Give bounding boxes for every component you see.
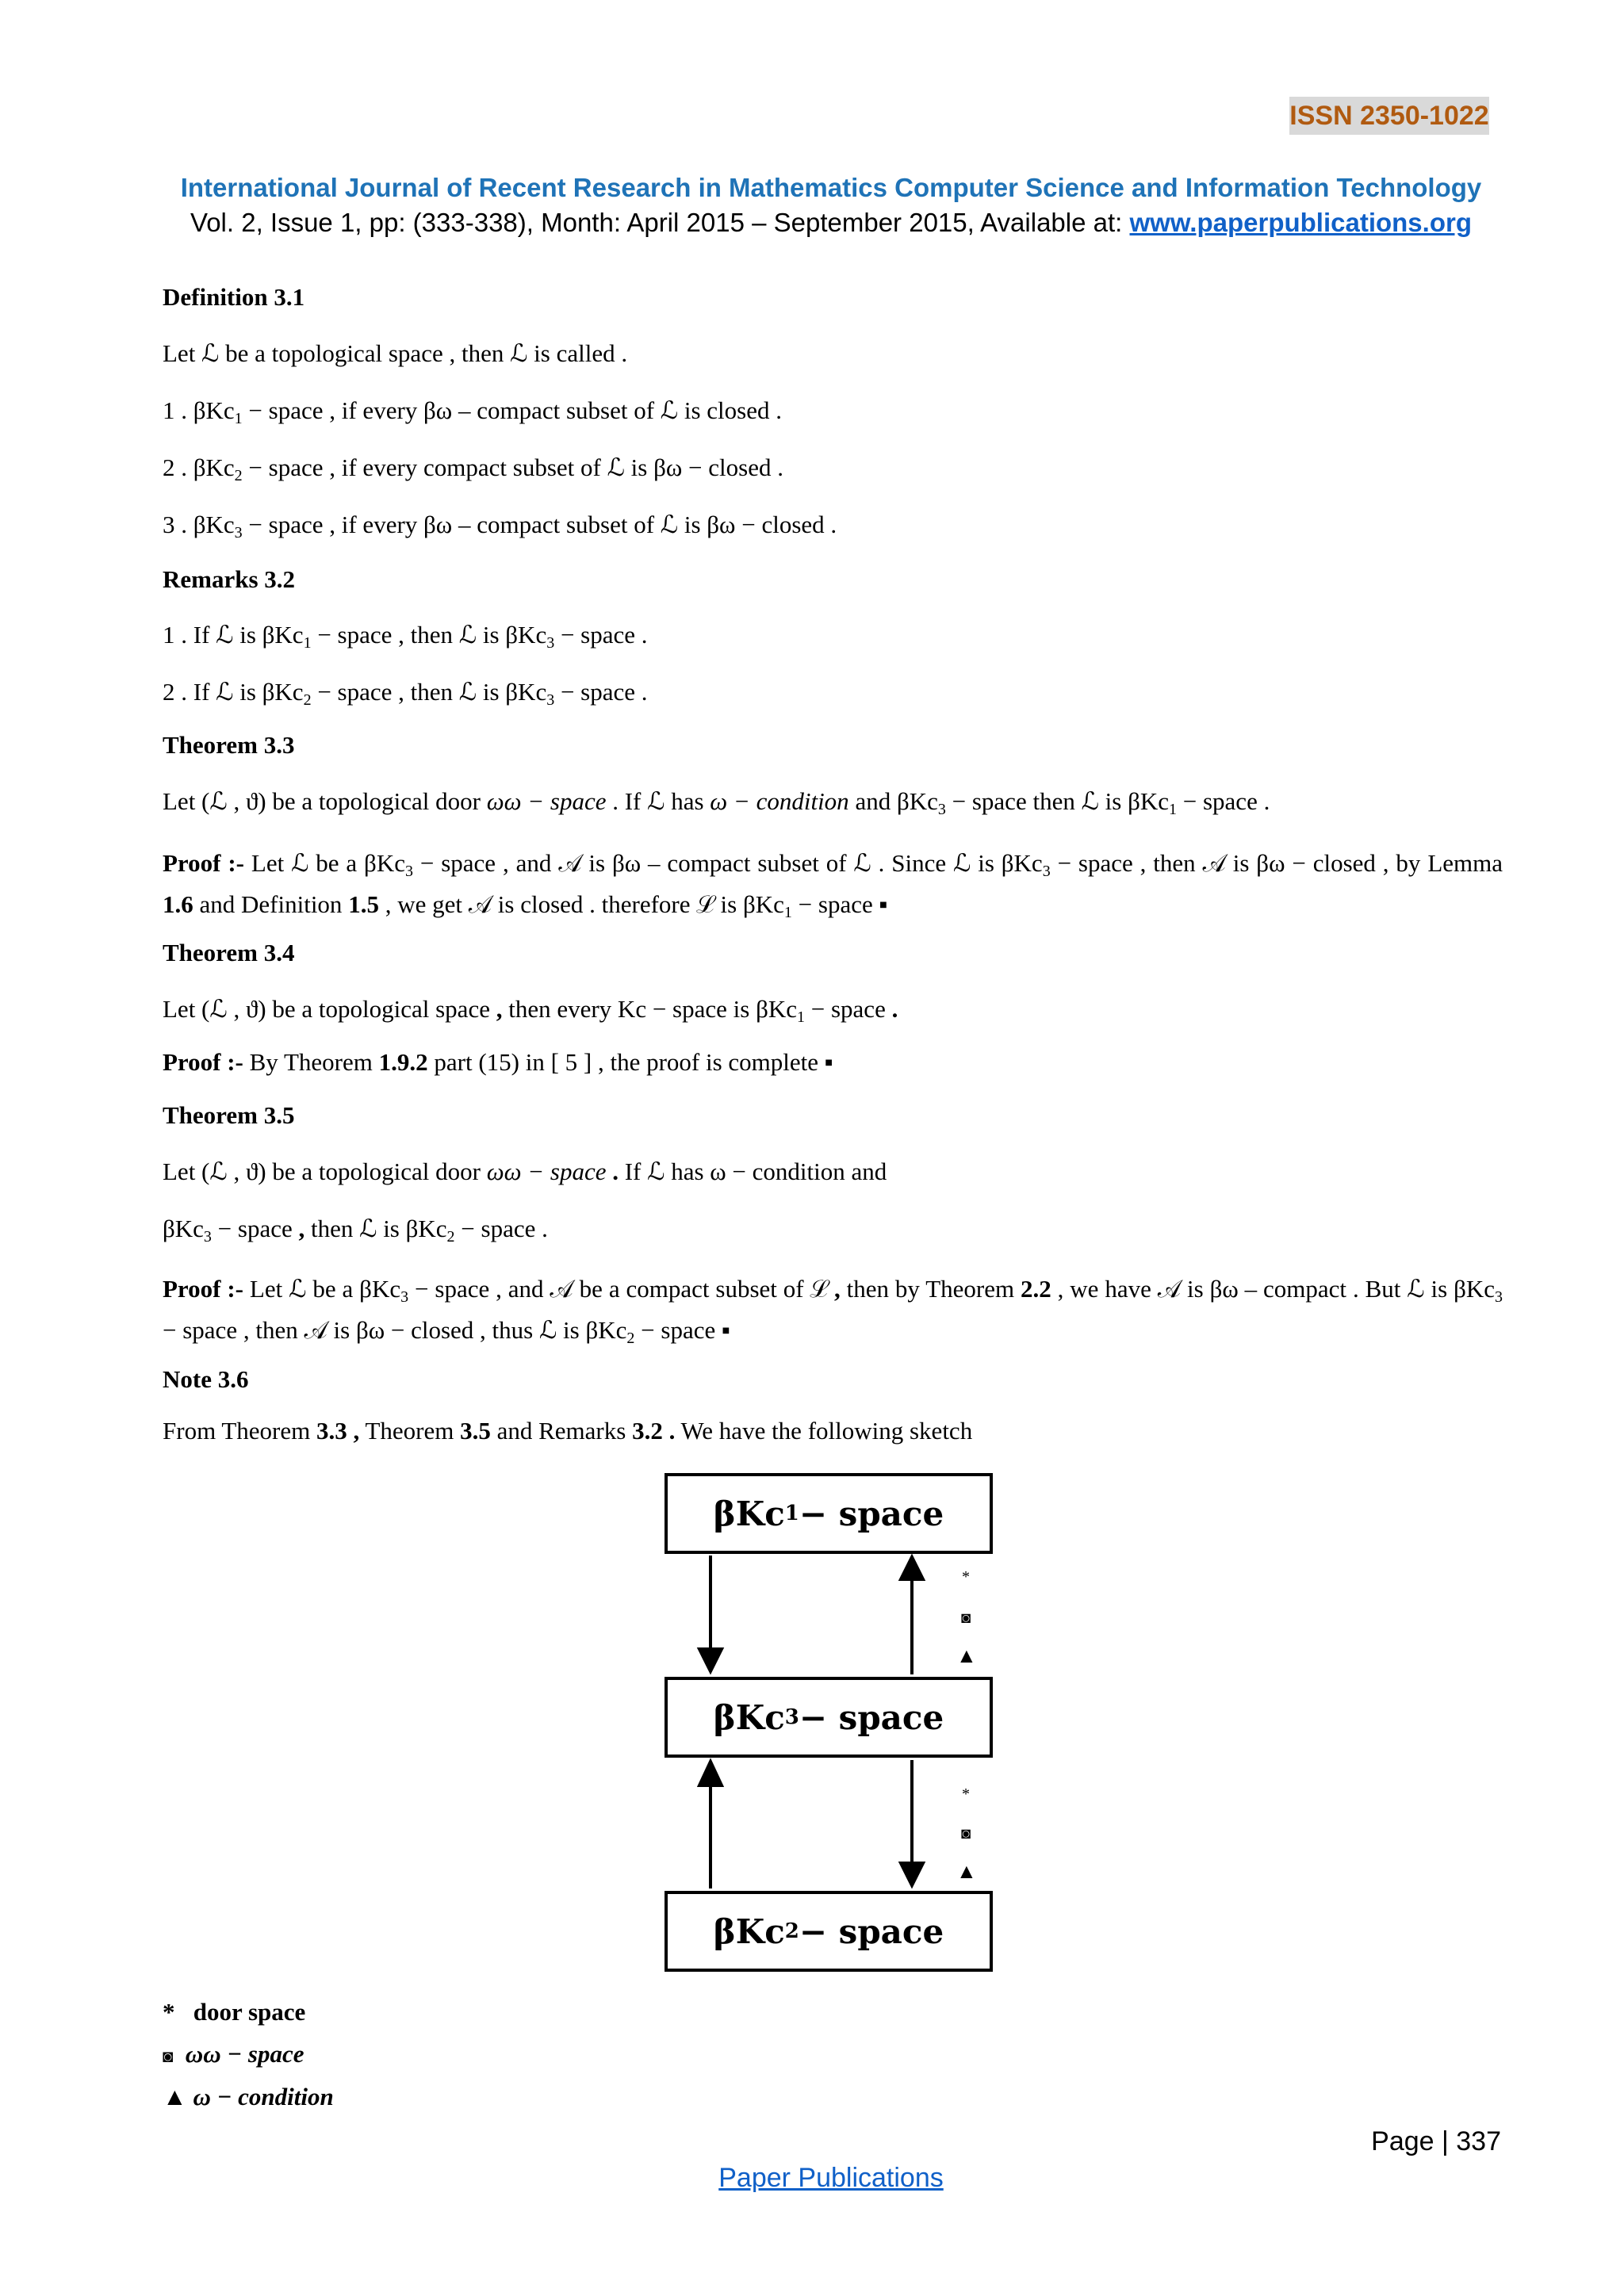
definition-3-1-title: Definition 3.1 — [163, 283, 305, 311]
theorem-3-3-statement: Let (ℒ , ϑ) be a topological door ωω − space . If ℒ has ω − condition and βKc$_3$ − space then ℒ is βKc$_1$ − space . — [163, 787, 1270, 818]
legend-door-space: * door space — [163, 1998, 306, 2026]
remarks-3-2-item-1: 1 . If ℒ is βKc$_1$ − space , then ℒ is βKc$_3$ − space . — [163, 621, 648, 652]
definition-3-1-item-1: 1 . βKc$_1$ − space , if every βω – compact subset of ℒ is closed . — [163, 396, 782, 427]
issn-label: ISSN 2350-1022 — [1289, 97, 1489, 135]
theorem-3-4-proof: Proof :- By Theorem 1.9.2 part (15) in [ 5 ] , the proof is complete ▪ — [163, 1048, 833, 1076]
definition-3-1-item-3: 3 . βKc$_3$ − space , if every βω – compact subset of ℒ is βω − closed . — [163, 511, 837, 541]
theorem-3-4-statement: Let (ℒ , ϑ) be a topological space , then every Kc − space is βKc$_1$ − space . — [163, 995, 898, 1026]
legend-star-icon: * — [163, 1998, 175, 2026]
legend-triangle-icon: ▲ — [163, 2083, 187, 2110]
theorem-3-3-title: Theorem 3.3 — [163, 731, 295, 759]
arrowhead-bkc1-to-bkc3 — [699, 1649, 722, 1671]
legend-w-condition: ▲ ω − condition — [163, 2083, 334, 2110]
journal-website-link[interactable]: www.paperpublications.org — [1129, 208, 1472, 237]
definition-3-1-intro: Let ℒ be a topological space , then ℒ is called . — [163, 339, 628, 367]
diagram-box-bkc1: βKc 1 − space — [665, 1473, 993, 1554]
arrowhead-bkc3-to-bkc2 — [901, 1863, 923, 1885]
definition-3-1-item-2: 2 . βKc$_2$ − space , if every compact subset of ℒ is βω − closed . — [163, 453, 783, 484]
arrowhead-bkc2-to-bkc3 — [699, 1762, 722, 1785]
journal-title: International Journal of Recent Research in Mathematics Computer Science and Information Technology — [180, 173, 1482, 202]
page-number: Page | 337 — [1371, 2126, 1501, 2156]
legend-ww-space: ◙ ωω − space — [163, 2040, 304, 2068]
theorem-3-5-statement-line-1: Let (ℒ , ϑ) be a topological door ωω − space . If ℒ has ω − condition and — [163, 1158, 887, 1185]
diagram-star-icon-lower: * — [962, 1785, 970, 1803]
legend-square-icon: ◙ — [163, 2046, 174, 2066]
remarks-3-2-title: Remarks 3.2 — [163, 565, 296, 593]
remarks-3-2-item-2: 2 . If ℒ is βKc$_2$ − space , then ℒ is βKc$_3$ − space . — [163, 678, 648, 709]
arrowhead-bkc3-to-bkc1 — [901, 1557, 923, 1579]
theorem-3-5-title: Theorem 3.5 — [163, 1101, 295, 1129]
diagram-square-icon-upper: ◙ — [960, 1609, 971, 1627]
diagram-square-icon-lower: ◙ — [960, 1825, 971, 1843]
volume-text: Vol. 2, Issue 1, pp: (333-338), Month: April 2015 – September 2015, Available at: — [190, 208, 1130, 237]
diagram-triangle-icon-lower: ▲ — [956, 1860, 977, 1883]
theorem-3-3-proof: Proof :- Let ℒ be a βKc$_3$ − space , and 𝒜 is βω – compact subset of ℒ . Since ℒ is βKc$_3$ − space , then 𝒜 is βω − closed , by Lemma 1.6 and Definition 1.5 , we get 𝒜 is closed . therefore ℒ is βKc$_1$ − space ▪ — [163, 849, 1503, 921]
diagram-triangle-icon-upper: ▲ — [956, 1644, 977, 1667]
note-3-6-title: Note 3.6 — [163, 1365, 249, 1393]
diagram-star-icon-upper: * — [962, 1568, 970, 1586]
theorem-3-5-proof: Proof :- Let ℒ be a βKc$_3$ − space , and 𝒜 be a compact subset of ℒ , then by Theorem 2.2 , we have 𝒜 is βω – compact . But ℒ is βKc$_3$ − space , then 𝒜 is βω − closed , thus ℒ is βKc$_2$ − space ▪ — [163, 1275, 1503, 1347]
note-3-6-text: From Theorem 3.3 , Theorem 3.5 and Remarks 3.2 . We have the following sketch — [163, 1417, 973, 1445]
theorem-3-5-statement-line-2: βKc$_3$ − space , then ℒ is βKc$_2$ − space . — [163, 1215, 548, 1246]
diagram-box-bkc2: βKc 2 − space — [665, 1891, 993, 1972]
theorem-3-4-title: Theorem 3.4 — [163, 939, 295, 966]
diagram-box-bkc3: βKc 3 − space — [665, 1677, 993, 1758]
publisher-link[interactable]: Paper Publications — [718, 2163, 944, 2193]
